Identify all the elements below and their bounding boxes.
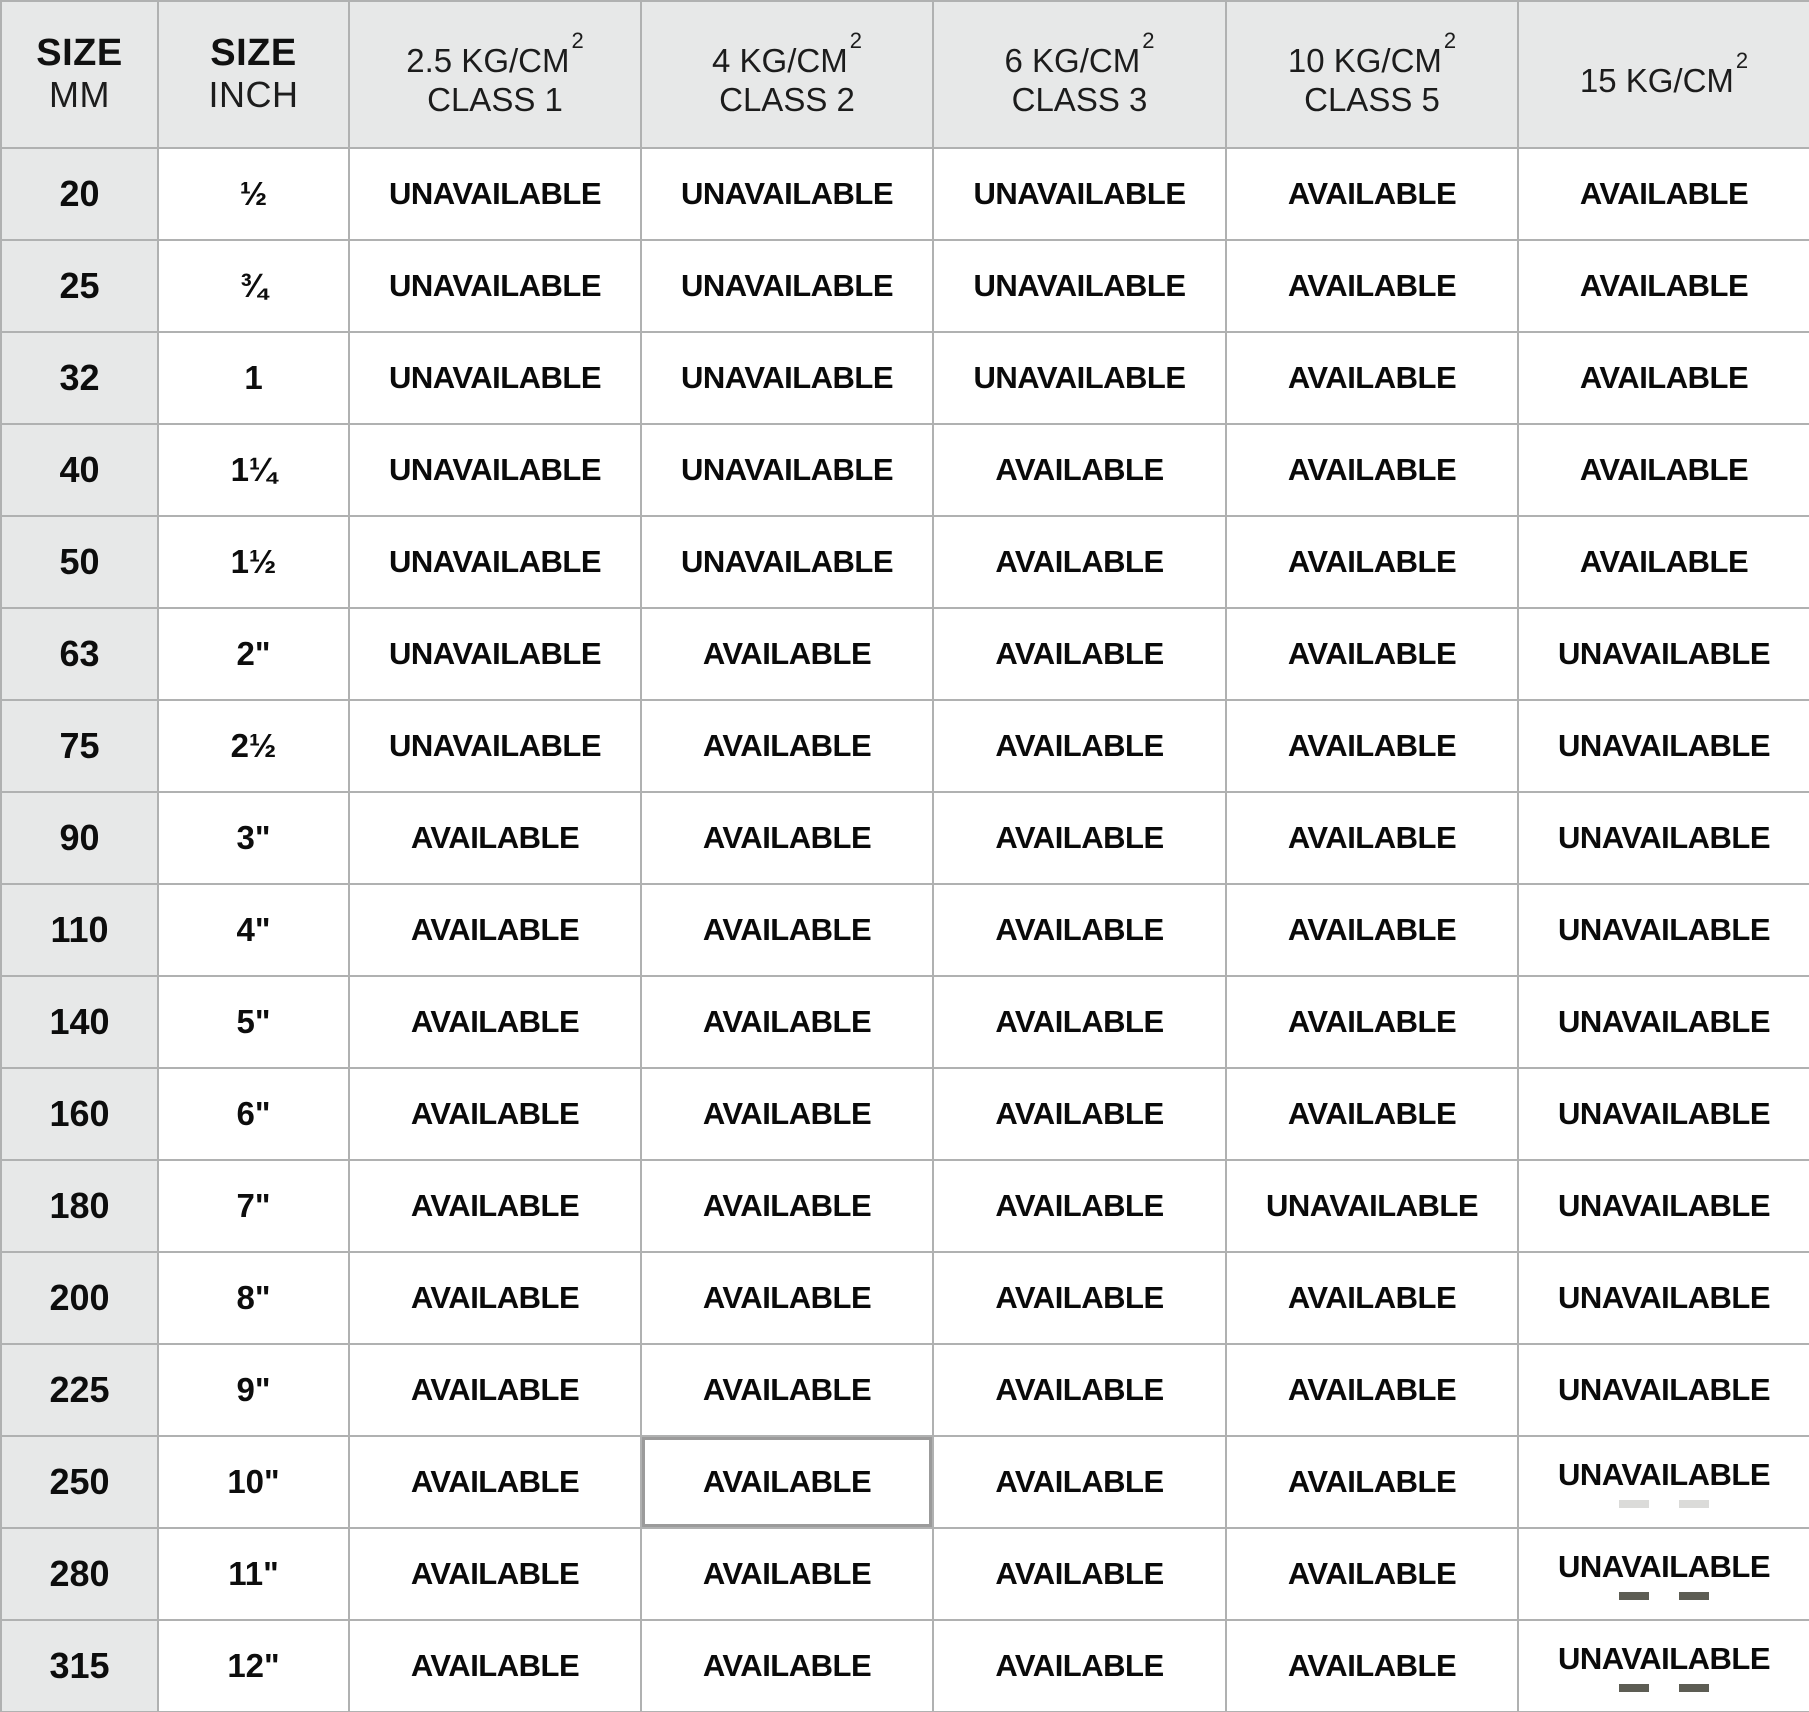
availability-status-text: UNAVAILABLE	[680, 360, 894, 395]
availability-cell-class1	[349, 1252, 641, 1344]
pressure-class-label: CLASS 2	[719, 81, 855, 119]
size-inch-header	[158, 1, 349, 148]
size-inch-cell: 6"	[158, 1068, 349, 1160]
availability-cell-class5	[1226, 700, 1518, 792]
availability-cell-class5	[1226, 1528, 1518, 1620]
availability-status-text: AVAILABLE	[702, 1188, 872, 1223]
availability-status-text: UNAVAILABLE	[680, 268, 894, 303]
availability-status-text: AVAILABLE	[995, 1280, 1164, 1315]
size-inch-cell: 5"	[158, 976, 349, 1068]
availability-cell-class1	[349, 1344, 641, 1436]
dash-mark	[1619, 1592, 1649, 1600]
squared-superscript: 2	[1735, 48, 1749, 74]
availability-status-text: UNAVAILABLE	[1557, 636, 1771, 671]
availability-cell-class5	[1226, 976, 1518, 1068]
size-inch-cell: 7"	[158, 1160, 349, 1252]
availability-status-text: UNAVAILABLE	[1557, 1372, 1771, 1407]
dash-mark	[1679, 1592, 1709, 1600]
size-mm-cell: 250	[1, 1436, 158, 1528]
availability-cell-class5	[1226, 1620, 1518, 1712]
availability-cell-class5	[1226, 332, 1518, 424]
availability-cell-class15	[1518, 700, 1809, 792]
size-inch-cell: 1½	[158, 516, 349, 608]
availability-cell-class5	[1226, 792, 1518, 884]
size-mm-cell: 110	[1, 884, 158, 976]
availability-status-text: AVAILABLE	[1287, 728, 1457, 763]
table-row	[1, 792, 1809, 884]
availability-status-text: UNAVAILABLE	[388, 728, 602, 763]
availability-status-text: AVAILABLE	[1287, 820, 1457, 855]
squared-superscript: 2	[849, 27, 862, 53]
availability-status-text: AVAILABLE	[702, 912, 872, 947]
availability-cell-class3	[933, 240, 1226, 332]
availability-cell-class3	[933, 884, 1226, 976]
availability-cell-class5	[1226, 884, 1518, 976]
table-row	[1, 424, 1809, 516]
availability-cell-class5	[1226, 240, 1518, 332]
size-inch-cell: 2½	[158, 700, 349, 792]
availability-status-text: AVAILABLE	[995, 1096, 1164, 1131]
availability-cell-class1	[349, 1068, 641, 1160]
table-header	[1, 1, 1809, 148]
availability-cell-class15	[1518, 1436, 1809, 1528]
size-mm-cell: 50	[1, 516, 158, 608]
pressure-header-class5	[1226, 1, 1518, 148]
availability-status-text: UNAVAILABLE	[388, 360, 602, 395]
availability-cell-class3	[933, 516, 1226, 608]
pressure-rating-label: 10 KG/CM2	[1287, 27, 1457, 79]
availability-cell-class2	[641, 884, 933, 976]
size-mm-cell: 20	[1, 148, 158, 240]
availability-cell-class3	[933, 792, 1226, 884]
availability-cell-class3	[933, 332, 1226, 424]
pressure-class-label: CLASS 5	[1304, 81, 1440, 119]
availability-cell-class15	[1518, 608, 1809, 700]
size-inch-cell: 12"	[158, 1620, 349, 1712]
availability-status-text: AVAILABLE	[1287, 1372, 1457, 1407]
availability-cell-class2	[641, 792, 933, 884]
availability-cell-class3	[933, 148, 1226, 240]
availability-status-text: UNAVAILABLE	[1557, 820, 1771, 855]
availability-cell-class15	[1518, 1160, 1809, 1252]
availability-cell-class1	[349, 700, 641, 792]
size-inch-cell: 4"	[158, 884, 349, 976]
availability-cell-class15	[1518, 516, 1809, 608]
availability-status-text: UNAVAILABLE	[388, 544, 602, 579]
table-row	[1, 1160, 1809, 1252]
size-mm-cell: 140	[1, 976, 158, 1068]
availability-cell-class3	[933, 1528, 1226, 1620]
availability-cell-class2	[641, 332, 933, 424]
availability-cell-class5	[1226, 1252, 1518, 1344]
availability-status-text: AVAILABLE	[702, 728, 872, 763]
size-inch-cell: 2"	[158, 608, 349, 700]
availability-cell-class1	[349, 608, 641, 700]
availability-status-text: AVAILABLE	[1287, 268, 1457, 303]
size-mm-header	[1, 1, 158, 148]
squared-superscript: 2	[1142, 27, 1155, 53]
header-label-top: SIZE	[36, 31, 123, 74]
availability-status-text: AVAILABLE	[1287, 1648, 1457, 1683]
availability-cell-class15	[1518, 424, 1809, 516]
availability-status-text: AVAILABLE	[702, 1096, 872, 1131]
availability-cell-class1	[349, 332, 641, 424]
availability-cell-class5	[1226, 1436, 1518, 1528]
availability-cell-class5	[1226, 1160, 1518, 1252]
size-inch-cell: 11"	[158, 1528, 349, 1620]
availability-cell-class3	[933, 1160, 1226, 1252]
pressure-header-class15	[1518, 1, 1809, 148]
availability-status-text: AVAILABLE	[702, 1280, 872, 1315]
availability-cell-class15	[1518, 884, 1809, 976]
availability-status-text: AVAILABLE	[1287, 1096, 1457, 1131]
availability-status-text: AVAILABLE	[702, 636, 872, 671]
dash-artifact-marks	[1519, 1682, 1809, 1692]
availability-cell-class15	[1518, 1252, 1809, 1344]
availability-status-text: AVAILABLE	[1287, 360, 1457, 395]
availability-status-text: AVAILABLE	[1287, 1004, 1457, 1039]
availability-status-text: UNAVAILABLE	[1557, 1456, 1771, 1492]
availability-cell-class1	[349, 884, 641, 976]
availability-cell-class1	[349, 424, 641, 516]
availability-status-text: AVAILABLE	[410, 912, 580, 947]
availability-cell-class2	[641, 1620, 933, 1712]
availability-status-text: AVAILABLE	[995, 1004, 1164, 1039]
availability-status-text: UNAVAILABLE	[388, 176, 602, 211]
size-mm-cell: 25	[1, 240, 158, 332]
availability-cell-class15	[1518, 976, 1809, 1068]
availability-status-text: AVAILABLE	[995, 1464, 1164, 1499]
availability-cell-class15	[1518, 148, 1809, 240]
availability-cell-class3	[933, 700, 1226, 792]
availability-status-text: UNAVAILABLE	[973, 268, 1186, 303]
pressure-header-class2	[641, 1, 933, 148]
availability-cell-class2	[641, 700, 933, 792]
availability-cell-class1	[349, 976, 641, 1068]
availability-cell-class3	[933, 1620, 1226, 1712]
availability-cell-class15	[1518, 1068, 1809, 1160]
availability-cell-class2	[641, 1344, 933, 1436]
availability-status-text: UNAVAILABLE	[1557, 1096, 1771, 1131]
availability-status-text: AVAILABLE	[410, 1280, 580, 1315]
availability-status-text: UNAVAILABLE	[1557, 1188, 1771, 1223]
availability-status-text: AVAILABLE	[1579, 268, 1749, 303]
pressure-rating-label: 6 KG/CM2	[1004, 27, 1155, 79]
availability-status-text: UNAVAILABLE	[1557, 1548, 1771, 1584]
availability-status-text: UNAVAILABLE	[1557, 1640, 1771, 1676]
availability-cell-class3	[933, 976, 1226, 1068]
availability-cell-class2	[641, 976, 933, 1068]
availability-cell-class2	[641, 1436, 933, 1528]
availability-status-text: UNAVAILABLE	[388, 452, 602, 487]
availability-status-text: UNAVAILABLE	[680, 452, 894, 487]
availability-cell-class1	[349, 516, 641, 608]
availability-status-text: AVAILABLE	[410, 1372, 580, 1407]
dash-mark	[1619, 1684, 1649, 1692]
availability-status-text: AVAILABLE	[1287, 636, 1457, 671]
availability-status-text: AVAILABLE	[995, 1556, 1164, 1591]
availability-cell-class15	[1518, 1344, 1809, 1436]
availability-cell-class2	[641, 516, 933, 608]
availability-cell-class5	[1226, 424, 1518, 516]
size-mm-cell: 200	[1, 1252, 158, 1344]
dash-mark	[1619, 1500, 1649, 1508]
availability-status-text: AVAILABLE	[1287, 1556, 1457, 1591]
availability-status-text: AVAILABLE	[1287, 176, 1457, 211]
availability-status-text: AVAILABLE	[702, 820, 872, 855]
availability-status-text: AVAILABLE	[702, 1464, 872, 1499]
availability-cell-class15	[1518, 1528, 1809, 1620]
table-row	[1, 976, 1809, 1068]
size-mm-cell: 160	[1, 1068, 158, 1160]
availability-cell-class15	[1518, 1620, 1809, 1712]
availability-status-text: AVAILABLE	[410, 1188, 580, 1223]
header-label-top: SIZE	[210, 31, 297, 74]
availability-status-text: AVAILABLE	[995, 912, 1164, 947]
availability-cell-class1	[349, 1528, 641, 1620]
availability-cell-class5	[1226, 148, 1518, 240]
availability-cell-class3	[933, 1252, 1226, 1344]
availability-status-text: AVAILABLE	[1579, 360, 1749, 395]
availability-status-text: AVAILABLE	[1287, 452, 1457, 487]
availability-cell-class1	[349, 792, 641, 884]
availability-cell-class3	[933, 1436, 1226, 1528]
availability-cell-class5	[1226, 1068, 1518, 1160]
availability-status-text: AVAILABLE	[995, 728, 1164, 763]
availability-cell-class1	[349, 1160, 641, 1252]
availability-cell-class5	[1226, 608, 1518, 700]
table-row	[1, 516, 1809, 608]
availability-status-text: AVAILABLE	[702, 1004, 872, 1039]
availability-status-text: UNAVAILABLE	[973, 176, 1186, 211]
size-mm-cell: 90	[1, 792, 158, 884]
availability-status-text: UNAVAILABLE	[1557, 1280, 1771, 1315]
availability-status-text: AVAILABLE	[995, 1372, 1164, 1407]
availability-cell-class2	[641, 608, 933, 700]
availability-status-text: UNAVAILABLE	[973, 360, 1186, 395]
availability-status-text: AVAILABLE	[1579, 544, 1749, 579]
header-label-bottom: MM	[49, 73, 110, 115]
pressure-header-class1	[349, 1, 641, 148]
size-inch-cell: 9"	[158, 1344, 349, 1436]
availability-cell-class1	[349, 1436, 641, 1528]
availability-cell-class1	[349, 148, 641, 240]
availability-status-text: AVAILABLE	[1287, 1464, 1457, 1499]
availability-cell-class2	[641, 1528, 933, 1620]
pressure-class-label: CLASS 3	[1011, 81, 1148, 119]
availability-status-text: UNAVAILABLE	[388, 268, 602, 303]
availability-status-text: UNAVAILABLE	[680, 544, 894, 579]
table-row	[1, 1344, 1809, 1436]
availability-status-text: AVAILABLE	[702, 1648, 872, 1683]
size-mm-cell: 40	[1, 424, 158, 516]
size-inch-cell: 1	[158, 332, 349, 424]
availability-status-text: AVAILABLE	[1287, 1280, 1457, 1315]
size-inch-cell: ½	[158, 148, 349, 240]
availability-status-text: AVAILABLE	[1579, 176, 1749, 211]
table-row	[1, 608, 1809, 700]
availability-cell-class3	[933, 424, 1226, 516]
availability-status-text: AVAILABLE	[995, 452, 1164, 487]
availability-status-text: AVAILABLE	[995, 1188, 1164, 1223]
pressure-rating-label: 4 KG/CM2	[712, 27, 862, 79]
availability-status-text: AVAILABLE	[995, 820, 1164, 855]
table-row	[1, 1620, 1809, 1712]
availability-status-text: AVAILABLE	[410, 1648, 580, 1683]
availability-cell-class2	[641, 1160, 933, 1252]
table-row	[1, 1068, 1809, 1160]
availability-cell-class5	[1226, 1344, 1518, 1436]
availability-cell-class2	[641, 1252, 933, 1344]
table-body	[1, 148, 1809, 1712]
size-mm-cell: 280	[1, 1528, 158, 1620]
availability-status-text: UNAVAILABLE	[1265, 1188, 1479, 1223]
size-mm-cell: 32	[1, 332, 158, 424]
availability-cell-class2	[641, 1068, 933, 1160]
dash-mark	[1679, 1500, 1709, 1508]
header-row	[1, 1, 1809, 148]
availability-status-text: UNAVAILABLE	[1557, 728, 1771, 763]
dash-artifact-marks	[1519, 1590, 1809, 1600]
size-mm-cell: 63	[1, 608, 158, 700]
availability-cell-class15	[1518, 792, 1809, 884]
size-mm-cell: 225	[1, 1344, 158, 1436]
table-row	[1, 148, 1809, 240]
availability-status-text: AVAILABLE	[410, 820, 580, 855]
header-label-bottom: INCH	[208, 73, 299, 115]
size-mm-cell: 75	[1, 700, 158, 792]
availability-cell-class2	[641, 424, 933, 516]
availability-cell-class2	[641, 148, 933, 240]
table-row	[1, 240, 1809, 332]
availability-status-text: AVAILABLE	[1287, 912, 1457, 947]
pressure-rating-label: 15 KG/CM2	[1579, 48, 1749, 100]
availability-status-text: AVAILABLE	[410, 1464, 580, 1499]
availability-status-text: UNAVAILABLE	[680, 176, 894, 211]
pressure-header-class3	[933, 1, 1226, 148]
availability-status-text: AVAILABLE	[1579, 452, 1749, 487]
size-inch-cell: 3"	[158, 792, 349, 884]
availability-status-text: AVAILABLE	[995, 636, 1164, 671]
size-mm-cell: 315	[1, 1620, 158, 1712]
dash-mark	[1679, 1684, 1709, 1692]
table-row	[1, 884, 1809, 976]
availability-status-text: AVAILABLE	[1287, 544, 1457, 579]
availability-status-text: AVAILABLE	[410, 1004, 580, 1039]
availability-status-text: UNAVAILABLE	[1557, 912, 1771, 947]
availability-cell-class3	[933, 608, 1226, 700]
pressure-rating-label: 2.5 KG/CM2	[406, 27, 584, 79]
availability-cell-class15	[1518, 332, 1809, 424]
availability-status-text: AVAILABLE	[995, 1648, 1164, 1683]
table-row	[1, 1528, 1809, 1620]
availability-cell-class1	[349, 240, 641, 332]
dash-artifact-marks	[1519, 1498, 1809, 1508]
availability-cell-class15	[1518, 240, 1809, 332]
availability-status-text: AVAILABLE	[702, 1372, 872, 1407]
availability-cell-class1	[349, 1620, 641, 1712]
size-inch-cell: 8"	[158, 1252, 349, 1344]
availability-cell-class2	[641, 240, 933, 332]
squared-superscript: 2	[1443, 27, 1457, 53]
availability-status-text: UNAVAILABLE	[388, 636, 602, 671]
table-row	[1, 1252, 1809, 1344]
size-inch-cell: 1¼	[158, 424, 349, 516]
pressure-class-label: CLASS 1	[427, 81, 563, 119]
size-mm-cell: 180	[1, 1160, 158, 1252]
availability-status-text: UNAVAILABLE	[1557, 1004, 1771, 1039]
squared-superscript: 2	[571, 27, 584, 53]
table-row	[1, 332, 1809, 424]
availability-cell-class5	[1226, 516, 1518, 608]
availability-cell-class3	[933, 1344, 1226, 1436]
size-inch-cell: ¾	[158, 240, 349, 332]
availability-status-text: AVAILABLE	[702, 1556, 872, 1591]
table-row	[1, 1436, 1809, 1528]
availability-status-text: AVAILABLE	[410, 1096, 580, 1131]
availability-status-text: AVAILABLE	[995, 544, 1164, 579]
table-row	[1, 700, 1809, 792]
availability-cell-class3	[933, 1068, 1226, 1160]
availability-status-text: AVAILABLE	[410, 1556, 580, 1591]
size-inch-cell: 10"	[158, 1436, 349, 1528]
